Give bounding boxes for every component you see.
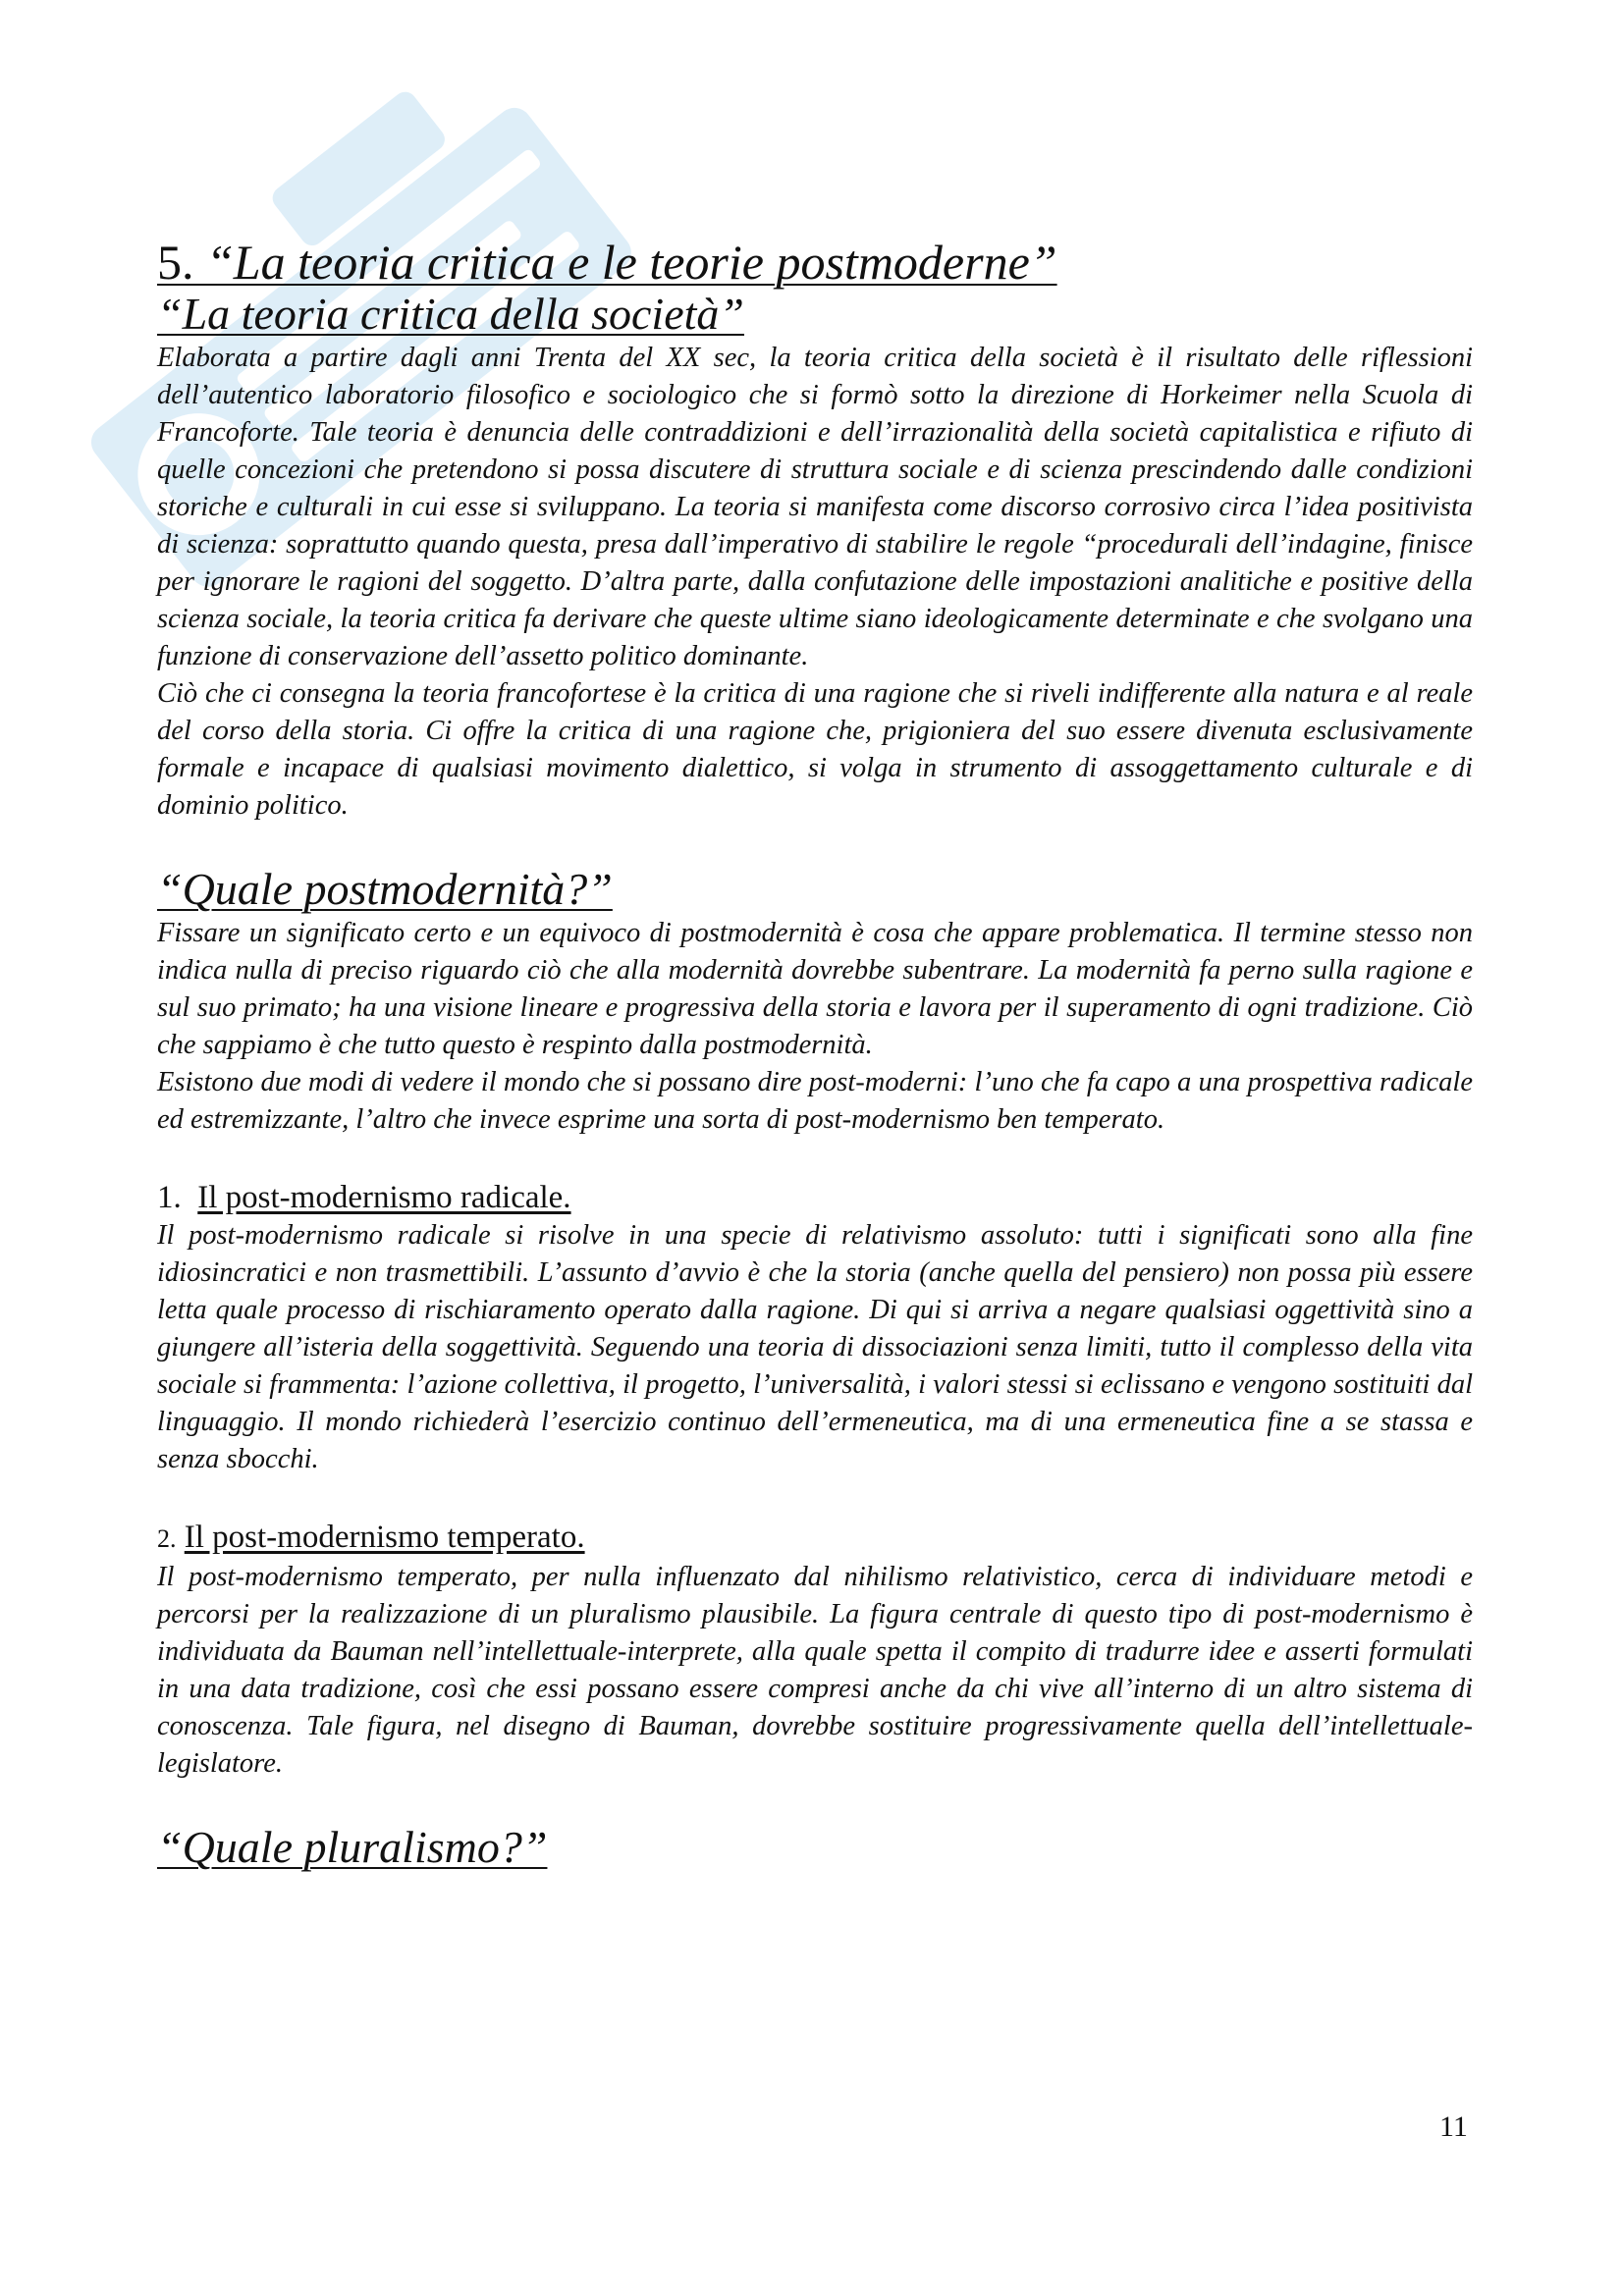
- paragraph-radicale: Il post-modernismo radicale si risolve in una specie di relativismo assoluto: tutti i significati sono alla fine idiosincratici e non trasmettibili. L’assunto d’avvio è che la storia (anche quella del pensiero) non possa più essere letta quale processo di rischiaramento operato dalla ragione. Di qui si arriva a negare qualsiasi oggettività sino a giungere all’isteria della soggettività. Seguendo una teoria di dissociazioni senza limiti, tutto il complesso della vita sociale si frammenta: l’azione collettiva, il progetto, l’universalità, i valori stessi si eclissano e vengono sostituiti dal linguaggio. Il mondo richiederà l’esercizio continuo dell’ermeneutica, ma di una ermeneutica fine a se stassa e senza sbocchi.: [157, 1220, 1473, 1474]
- paragraph-teoria-critica-1: Elaborata a partire dagli anni Trenta del XX sec, la teoria critica della società è il risultato delle riflessioni dell’autentico laboratorio filosofico e sociologico che si formò sotto la direzione di Horkeimer nella Scuola di Francoforte. Tale teoria è denuncia delle contraddizioni e dell’irrazionalità della società capitalistica e rifiuto di quelle concezioni che pretendono si possa discutere di struttura sociale e di scienza prescindendo dalle condizioni storiche e culturali in cui esse si sviluppano. La teoria si manifesta come discorso corrosivo circa l’idea positivista di scienza: soprattutto quando questa, presa dall’imperativo di stabilire le regole “procedurali dell’indagine, finisce per ignorare le ragioni del soggetto. D’altra parte, dalla confutazione delle impostazioni analitiche e positive della scienza sociale, la teoria critica fa derivare che queste ultime siano ideologicamente determinate e che svolgano una funzione di conservazione dell’assetto politico dominante.: [157, 343, 1473, 671]
- section-title-text: “La teoria critica e le teorie postmoderne”: [206, 235, 1057, 290]
- page-number: 11: [1439, 2110, 1468, 2143]
- paragraph-teoria-critica-2: Ciò che ci consegna la teoria francofortese è la critica di una ragione che si riveli indifferente alla natura e al reale del corso della storia. Ci offre la critica di una ragione che, prigioniera del suo essere divenuta esclusivamente formale e incapace di qualsiasi movimento dialettico, si volga in strumento di assoggettamento culturale e di dominio politico.: [157, 678, 1473, 821]
- heading-quale-postmodernita: “Quale postmodernità?”: [157, 864, 613, 914]
- section-number: 5.: [157, 235, 194, 290]
- subheading-temperato: [157, 1518, 1473, 1559]
- subheading-radicale-label: Il post-modernismo radicale.: [197, 1180, 571, 1215]
- document-page: [157, 236, 1473, 1873]
- subheading-temperato-label: Il post-modernismo temperato.: [184, 1520, 585, 1555]
- paragraph-postmodernita-1: Fissare un significato certo e un equivoco di postmodernità è cosa che appare problematica. Il termine stesso non indica nulla di preciso riguardo ciò che alla modernità dovrebbe subentrare. La modernità fa perno sulla ragione e sul suo primato; ha una visione lineare e progressiva della storia e lavora per il superamento di ogni tradizione. Ciò che sappiamo è che tutto questo è respinto dalla postmodernità.: [157, 918, 1473, 1060]
- heading-quale-pluralismo: “Quale pluralismo?”: [157, 1822, 548, 1872]
- section-title: [157, 236, 1473, 289]
- subheading-radicale: [157, 1178, 1473, 1217]
- paragraph-postmodernita-2: Esistono due modi di vedere il mondo che si possano dire post-moderni: l’uno che fa capo a una prospettiva radicale ed estremizzante, l’altro che invece esprime una sorta di post-modernismo ben temperato.: [157, 1067, 1473, 1135]
- heading-teoria-critica: “La teoria critica della società”: [157, 289, 744, 339]
- paragraph-temperato: Il post-modernismo temperato, per nulla influenzato dal nihilismo relativistico, cerca di individuare metodi e percorsi per la realizzazione di un pluralismo plausibile. La figura centrale di questo tipo di post-modernismo è individuata da Bauman nell’intellettuale-interprete, alla quale spetta il compito di tradurre idee e asserti formulati in una data tradizione, così che essi possano essere compresi anche da chi vive all’interno di un altro sistema di conoscenza. Tale figura, nel disegno di Bauman, dovrebbe sostituire progressivamente quella dell’intellettuale-legislatore.: [157, 1562, 1473, 1779]
- subheading-temperato-number: 2.: [157, 1524, 177, 1553]
- subheading-radicale-number: 1.: [157, 1180, 182, 1215]
